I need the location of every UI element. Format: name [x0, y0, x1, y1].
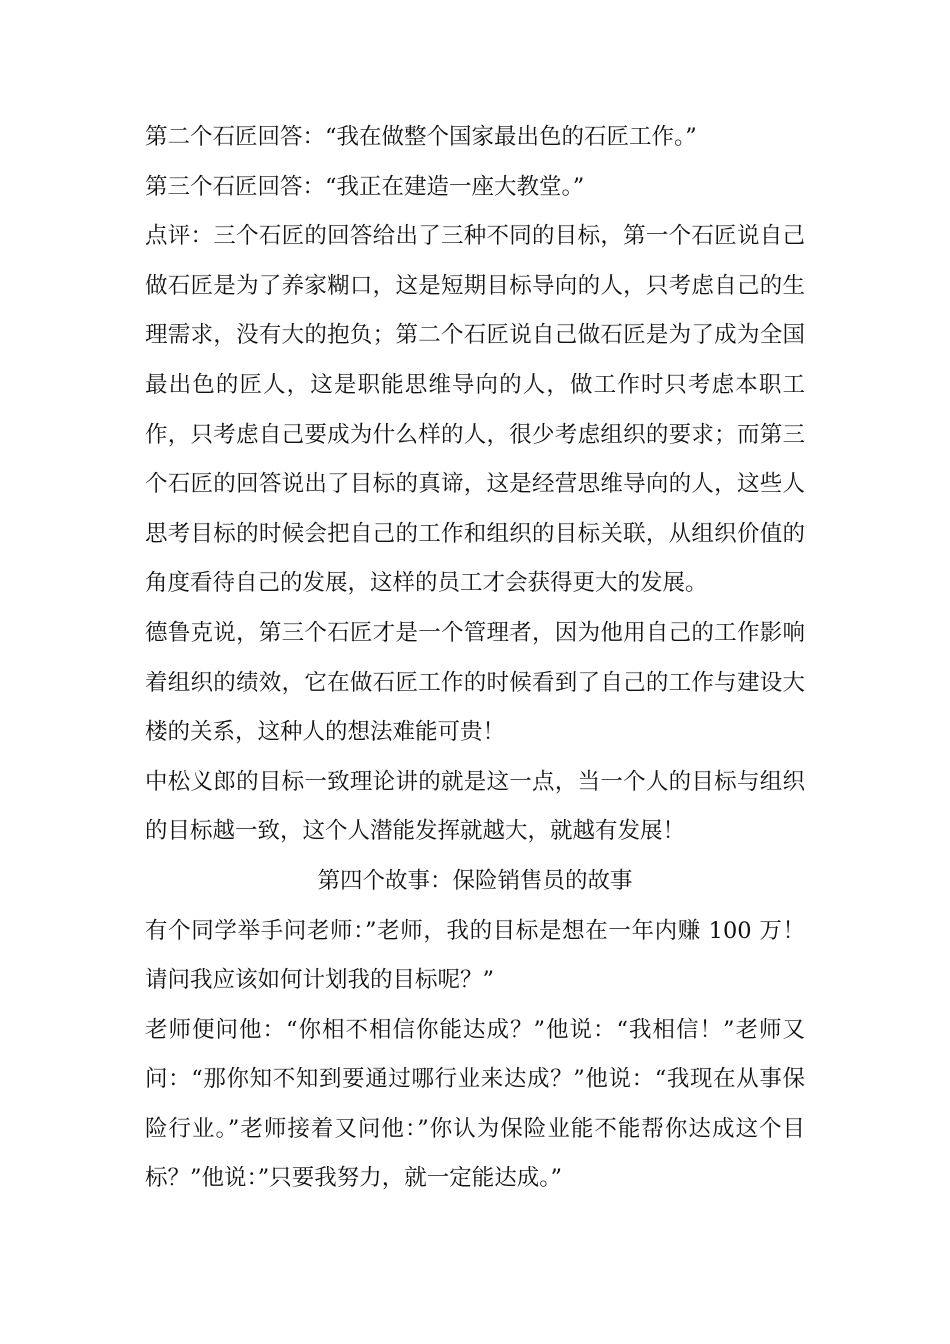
paragraph-commentary: 点评：三个石匠的回答给出了三种不同的目标，第一个石匠说自己做石匠是为了养家糊口，这是短期目标导向的人，只考虑自己的生理需求，没有大的抱负；第二个石匠说自己做石匠是为了成为全国最出色的匠人，这是职能思维导向的人，做工作时只考虑本职工作，只考虑自己要成为什么样的人，很少考虑组织的要求；而第三个石匠的回答说出了目标的真谛，这是经营思维导向的人，这些人思考目标的时候会把自己的工作和组织的目标关联，从组织价值的角度看待自己的发展，这样的员工才会获得更大的发展。 — [145, 223, 805, 597]
paragraph-second-mason: 第二个石匠回答：“我在做整个国家最出色的石匠工作。” — [145, 124, 697, 150]
paragraph-student-question: 有个同学举手问老师：”老师，我的目标是想在一年内赚 100 万！请问我应该如何计划我的目标呢？” — [145, 917, 805, 994]
paragraph-third-mason: 第三个石匠回答：“我正在建造一座大教堂。” — [145, 173, 585, 200]
paragraph-goal-consistency: 中松义郎的目标一致理论讲的就是这一点，当一个人的目标与组织的目标越一致，这个人潜能发挥就越大，就越有发展！ — [145, 768, 805, 845]
paragraph-teacher-dialogue: 老师便问他：“你相不相信你能达成？”他说：“我相信！”老师又问：“那你知不知到要通过哪行业来达成？”他说：“我现在从事保险行业。”老师接着又问他：”你认为保险业能不能帮你达成这个目标？”他说：”只要我努力，就一定能达成。” — [145, 1016, 805, 1192]
document-body — [145, 113, 805, 1204]
story-heading: 第四个故事：保险销售员的故事 — [317, 867, 633, 894]
paragraph-drucker: 德鲁克说，第三个石匠才是一个管理者，因为他用自己的工作影响着组织的绩效，它在做石匠工作的时候看到了自己的工作与建设大楼的关系，这种人的想法难能可贵！ — [145, 619, 805, 746]
